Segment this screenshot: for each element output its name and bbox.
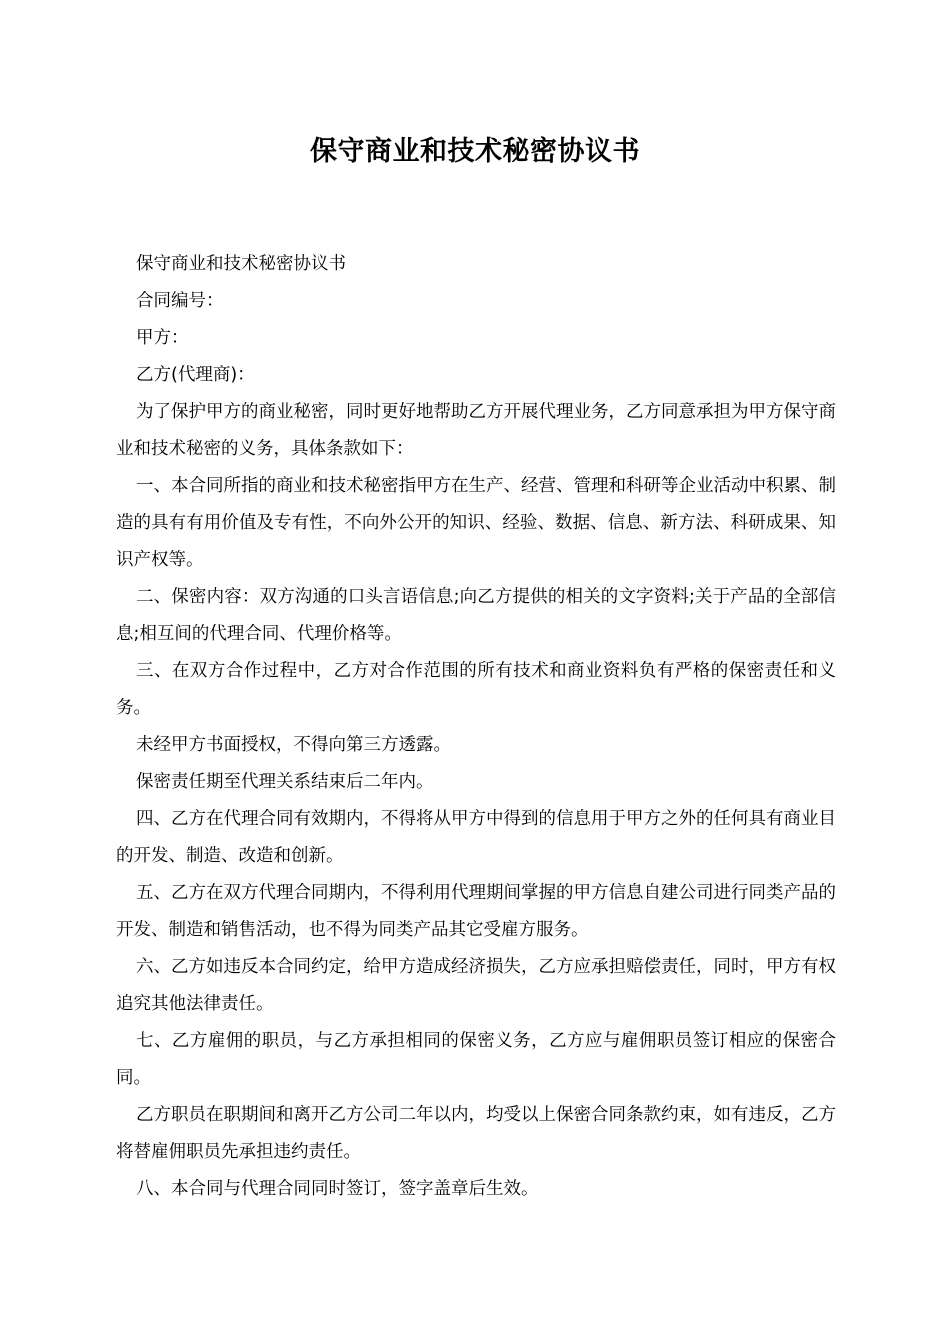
paragraph-subtitle: 保守商业和技术秘密协议书 [136, 254, 346, 274]
paragraph-contract-number: 合同编号： [136, 291, 224, 311]
document-body [116, 246, 836, 1208]
document-title: 保守商业和技术秘密协议书 [310, 136, 640, 167]
paragraph-preamble: 为了保护甲方的商业秘密，同时更好地帮助乙方开展代理业务，乙方同意承担为甲方保守商业和技术秘密的义务，具体条款如下： [116, 402, 836, 459]
paragraph-clause-5: 五、乙方在双方代理合同期内，不得利用代理期间掌握的甲方信息自建公司进行同类产品的开发、制造和销售活动，也不得为同类产品其它受雇方服务。 [116, 883, 836, 940]
paragraph-clause-3-note-2: 保密责任期至代理关系结束后二年内。 [136, 772, 434, 792]
paragraph-clause-3-note-1: 未经甲方书面授权，不得向第三方透露。 [136, 735, 451, 755]
paragraph-party-a: 甲方： [136, 328, 189, 348]
paragraph-clause-8: 八、本合同与代理合同同时签订，签字盖章后生效。 [136, 1179, 539, 1199]
paragraph-clause-3: 三、在双方合作过程中，乙方对合作范围的所有技术和商业资料负有严格的保密责任和义务。 [116, 661, 836, 718]
paragraph-party-b: 乙方(代理商)： [136, 365, 255, 385]
paragraph-clause-1: 一、本合同所指的商业和技术秘密指甲方在生产、经营、管理和科研等企业活动中积累、制造的具有有用价值及专有性，不向外公开的知识、经验、数据、信息、新方法、科研成果、知识产权等。 [116, 476, 836, 570]
paragraph-clause-2: 二、保密内容：双方沟通的口头言语信息;向乙方提供的相关的文字资料;关于产品的全部信息;相互间的代理合同、代理价格等。 [116, 587, 836, 644]
paragraph-clause-6: 六、乙方如违反本合同约定，给甲方造成经济损失，乙方应承担赔偿责任，同时，甲方有权追究其他法律责任。 [116, 957, 836, 1014]
paragraph-clause-4: 四、乙方在代理合同有效期内，不得将从甲方中得到的信息用于甲方之外的任何具有商业目的开发、制造、改造和创新。 [116, 809, 836, 866]
paragraph-clause-7-note: 乙方职员在职期间和离开乙方公司二年以内，均受以上保密合同条款约束，如有违反，乙方将替雇佣职员先承担违约责任。 [116, 1105, 836, 1162]
paragraph-clause-7: 七、乙方雇佣的职员，与乙方承担相同的保密义务，乙方应与雇佣职员签订相应的保密合同。 [116, 1031, 836, 1088]
